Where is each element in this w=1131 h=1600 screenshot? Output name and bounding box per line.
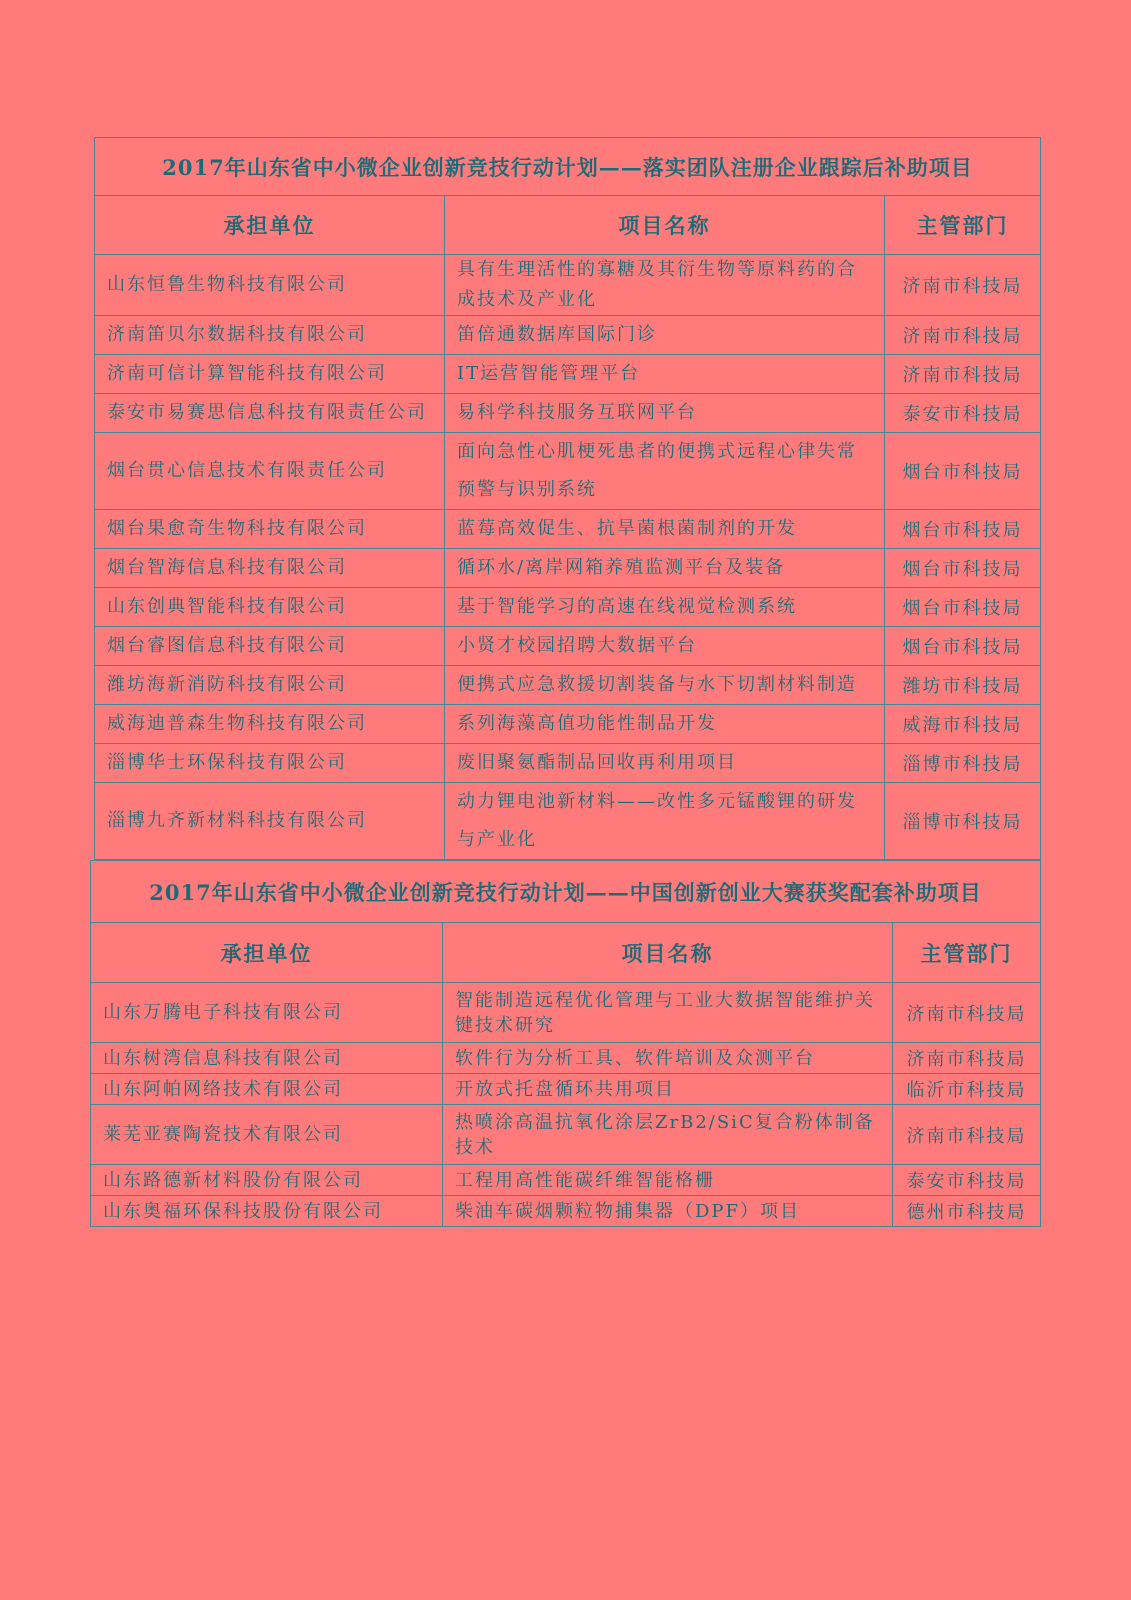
project-cell: IT运营智能管理平台 <box>445 355 885 394</box>
project-table-2 <box>90 860 1041 1227</box>
project-cell: 循环水/离岸网箱养殖监测平台及装备 <box>445 549 885 588</box>
department-cell: 威海市科技局 <box>885 705 1041 744</box>
department-cell: 泰安市科技局 <box>893 1165 1041 1196</box>
department-cell: 德州市科技局 <box>893 1196 1041 1227</box>
project-cell: 小贤才校园招聘大数据平台 <box>445 627 885 666</box>
table-row <box>95 549 1041 588</box>
unit-cell: 山东奥福环保科技股份有限公司 <box>91 1196 443 1227</box>
table-row <box>95 627 1041 666</box>
department-cell: 济南市科技局 <box>885 355 1041 394</box>
table-row <box>91 983 1041 1043</box>
project-cell: 开放式托盘循环共用项目 <box>443 1074 893 1105</box>
department-cell: 烟台市科技局 <box>885 433 1041 510</box>
project-cell: 智能制造远程优化管理与工业大数据智能维护关键技术研究 <box>443 983 893 1043</box>
project-cell: 笛倍通数据库国际门诊 <box>445 316 885 355</box>
table-row <box>91 1074 1041 1105</box>
unit-cell: 烟台贯心信息技术有限责任公司 <box>95 433 445 510</box>
table-row <box>91 1165 1041 1196</box>
table-row <box>95 433 1041 510</box>
department-cell: 临沂市科技局 <box>893 1074 1041 1105</box>
unit-cell: 威海迪普森生物科技有限公司 <box>95 705 445 744</box>
department-cell: 烟台市科技局 <box>885 510 1041 549</box>
column-header-department: 主管部门 <box>885 196 1041 255</box>
department-cell: 烟台市科技局 <box>885 627 1041 666</box>
department-cell: 济南市科技局 <box>885 255 1041 316</box>
unit-cell: 淄博华士环保科技有限公司 <box>95 744 445 783</box>
table-row <box>95 705 1041 744</box>
department-cell: 济南市科技局 <box>885 316 1041 355</box>
table-row <box>91 1105 1041 1165</box>
project-cell: 具有生理活性的寡糖及其衍生物等原料药的合成技术及产业化 <box>445 255 885 316</box>
project-cell: 软件行为分析工具、软件培训及众测平台 <box>443 1043 893 1074</box>
table-row <box>95 355 1041 394</box>
department-cell: 淄博市科技局 <box>885 783 1041 860</box>
unit-cell: 烟台果愈奇生物科技有限公司 <box>95 510 445 549</box>
column-header-project: 项目名称 <box>443 923 893 983</box>
project-cell: 热喷涂高温抗氧化涂层ZrB2/SiC复合粉体制备技术 <box>443 1105 893 1165</box>
table-row <box>95 394 1041 433</box>
column-header-unit: 承担单位 <box>91 923 443 983</box>
unit-cell: 山东树湾信息科技有限公司 <box>91 1043 443 1074</box>
table-row <box>91 1196 1041 1227</box>
project-cell: 面向急性心肌梗死患者的便携式远程心律失常预警与识别系统 <box>445 433 885 510</box>
table-row <box>95 255 1041 316</box>
project-cell: 工程用高性能碳纤维智能格栅 <box>443 1165 893 1196</box>
department-cell: 淄博市科技局 <box>885 744 1041 783</box>
unit-cell: 山东万腾电子科技有限公司 <box>91 983 443 1043</box>
unit-cell: 山东路德新材料股份有限公司 <box>91 1165 443 1196</box>
table-title: 2017年山东省中小微企业创新竞技行动计划——落实团队注册企业跟踪后补助项目 <box>95 138 1041 196</box>
unit-cell: 山东创典智能科技有限公司 <box>95 588 445 627</box>
unit-cell: 济南笛贝尔数据科技有限公司 <box>95 316 445 355</box>
unit-cell: 泰安市易赛思信息科技有限责任公司 <box>95 394 445 433</box>
project-cell: 便携式应急救援切割装备与水下切割材料制造 <box>445 666 885 705</box>
project-table-1 <box>94 137 1041 860</box>
unit-cell: 烟台睿图信息科技有限公司 <box>95 627 445 666</box>
project-cell: 蓝莓高效促生、抗旱菌根菌制剂的开发 <box>445 510 885 549</box>
table-row <box>95 316 1041 355</box>
table-row <box>95 666 1041 705</box>
column-header-unit: 承担单位 <box>95 196 445 255</box>
unit-cell: 济南可信计算智能科技有限公司 <box>95 355 445 394</box>
project-cell: 基于智能学习的高速在线视觉检测系统 <box>445 588 885 627</box>
project-cell: 动力锂电池新材料——改性多元锰酸锂的研发与产业化 <box>445 783 885 860</box>
project-cell: 废旧聚氨酯制品回收再利用项目 <box>445 744 885 783</box>
table-row <box>95 783 1041 860</box>
table-row <box>95 588 1041 627</box>
project-cell: 易科学科技服务互联网平台 <box>445 394 885 433</box>
unit-cell: 淄博九齐新材料科技有限公司 <box>95 783 445 860</box>
column-header-project: 项目名称 <box>445 196 885 255</box>
department-cell: 烟台市科技局 <box>885 549 1041 588</box>
department-cell: 济南市科技局 <box>893 1105 1041 1165</box>
unit-cell: 烟台智海信息科技有限公司 <box>95 549 445 588</box>
unit-cell: 潍坊海新消防科技有限公司 <box>95 666 445 705</box>
department-cell: 泰安市科技局 <box>885 394 1041 433</box>
table-title: 2017年山东省中小微企业创新竞技行动计划——中国创新创业大赛获奖配套补助项目 <box>91 861 1041 923</box>
unit-cell: 山东阿帕网络技术有限公司 <box>91 1074 443 1105</box>
unit-cell: 山东恒鲁生物科技有限公司 <box>95 255 445 316</box>
unit-cell: 莱芜亚赛陶瓷技术有限公司 <box>91 1105 443 1165</box>
department-cell: 潍坊市科技局 <box>885 666 1041 705</box>
table-row <box>95 744 1041 783</box>
table-row <box>91 1043 1041 1074</box>
department-cell: 烟台市科技局 <box>885 588 1041 627</box>
project-cell: 系列海藻高值功能性制品开发 <box>445 705 885 744</box>
table-row <box>95 510 1041 549</box>
department-cell: 济南市科技局 <box>893 983 1041 1043</box>
project-cell: 柴油车碳烟颗粒物捕集器（DPF）项目 <box>443 1196 893 1227</box>
column-header-department: 主管部门 <box>893 923 1041 983</box>
department-cell: 济南市科技局 <box>893 1043 1041 1074</box>
